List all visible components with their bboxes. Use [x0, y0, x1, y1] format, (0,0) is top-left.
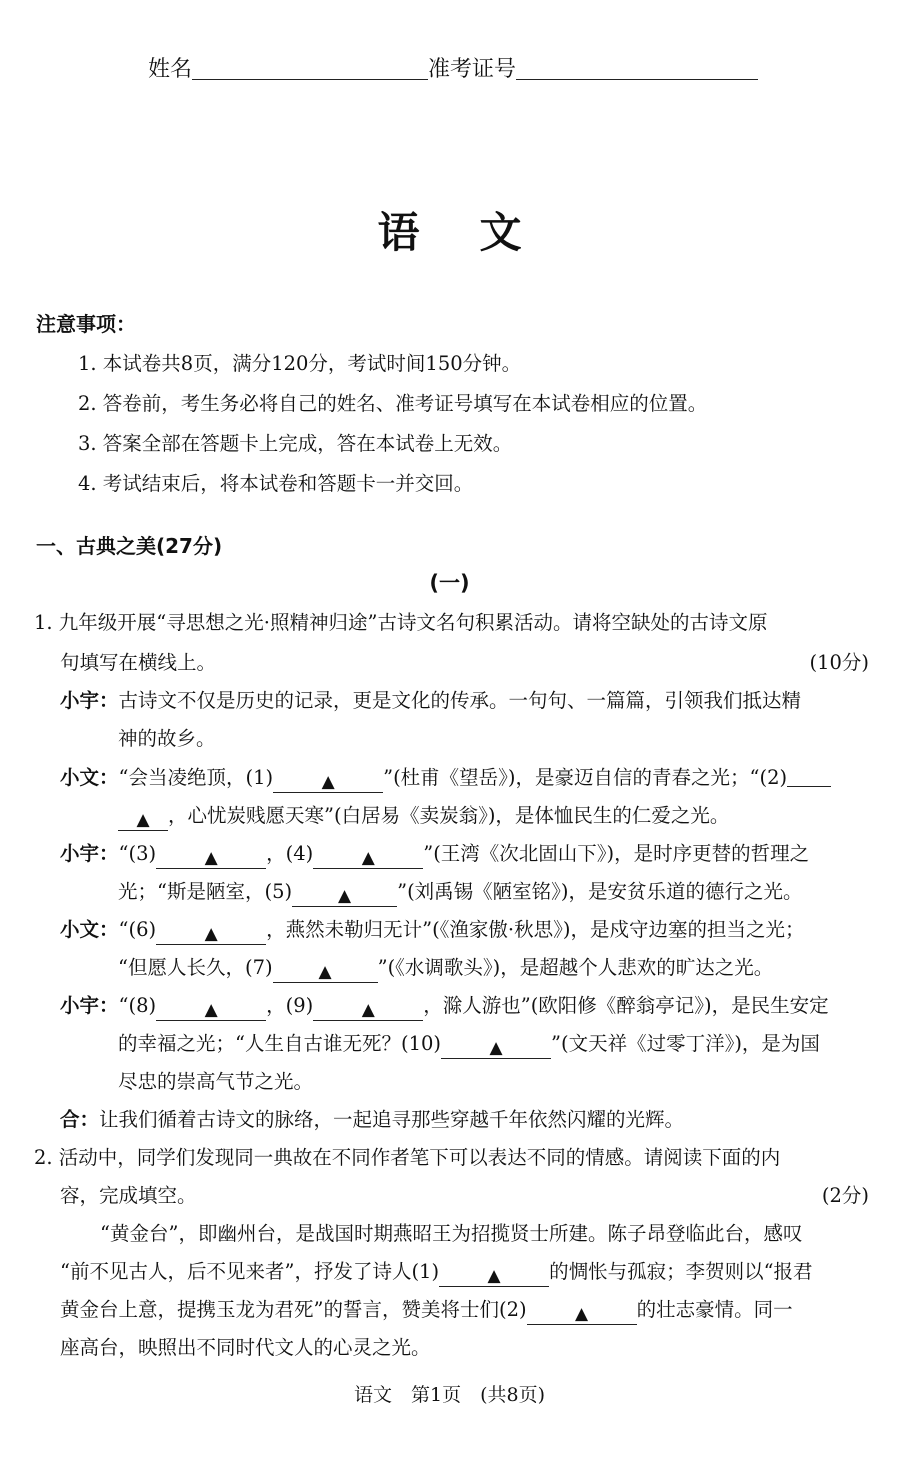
- dialogue-text: ，燕然未勒归无计”(《渔家傲·秋思》)，是戍守边塞的担当之光；: [266, 918, 805, 941]
- dialogue-text: “但愿人长久，(7): [118, 956, 273, 979]
- dialogue-text: 神的故乡。: [118, 727, 216, 750]
- dialogue-text: ”(《水调歌头》)，是超越个人悲欢的旷达之光。: [377, 956, 774, 979]
- dialogue-text: “(3): [118, 842, 157, 865]
- dialogue-text: “(8): [118, 994, 157, 1017]
- answer-blank-5[interactable]: [292, 884, 397, 907]
- page-title: 语文: [377, 208, 582, 257]
- dialogue-text: ，(9): [266, 994, 314, 1017]
- triangle-icon: ▲: [321, 772, 335, 792]
- answer-blank-4[interactable]: [313, 846, 423, 869]
- dialogue-text: ”(刘禹锡《陋室铭》)，是安贫乐道的德行之光。: [397, 880, 803, 903]
- speaker: 合：: [60, 1108, 100, 1131]
- passage-text: 的壮志豪情。同一: [636, 1298, 793, 1321]
- q2-passage: 座高台，映照出不同时代文人的心灵之光。: [60, 1336, 431, 1359]
- q2-stem-cont: 容，完成填空。: [60, 1184, 197, 1207]
- q2-answer-blank-1[interactable]: [439, 1264, 549, 1287]
- notice-item: 3. 答案全部在答题卡上完成，答在本试卷上无效。: [78, 432, 513, 455]
- dialogue-text: ，滁人游也”(欧阳修《醉翁亭记》)，是民生安定: [423, 994, 829, 1017]
- dialogue-text: ，(4): [266, 842, 314, 865]
- q1-stem-cont: 句填写在横线上。: [60, 651, 217, 674]
- dialogue-line: [60, 1104, 684, 1132]
- notice-item: 2. 答卷前，考生务必将自己的姓名、准考证号填写在本试卷相应的位置。: [78, 392, 708, 415]
- passage-text: 的惆怅与孤寂；李贺则以“报君: [549, 1260, 813, 1283]
- triangle-icon: ▲: [204, 848, 218, 868]
- triangle-icon: ▲: [361, 848, 375, 868]
- dialogue-text: “(6): [118, 918, 157, 941]
- q2-passage-line: [60, 1294, 793, 1325]
- speaker: 小文：: [60, 766, 119, 789]
- dialogue-line: [60, 685, 801, 713]
- q2-score: (2分): [821, 1184, 869, 1207]
- dialogue-text: 古诗文不仅是历史的记录，更是文化的传承。一句句、一篇篇，引领我们抵达精: [118, 689, 802, 712]
- notice-item: 1. 本试卷共8页，满分120分，考试时间150分钟。: [78, 352, 522, 375]
- answer-blank-6[interactable]: [156, 922, 266, 945]
- dialogue-text: “会当凌绝顶，(1): [118, 766, 274, 789]
- dialogue-line: [60, 762, 831, 793]
- dialogue-line: [118, 1028, 820, 1059]
- triangle-icon: ▲: [489, 1038, 503, 1058]
- answer-blank-3[interactable]: [156, 846, 266, 869]
- answer-blank-2[interactable]: [787, 764, 831, 787]
- q1-stem: 1. 九年级开展“寻思想之光·照精神归途”古诗文名句积累活动。请将空缺处的古诗文原: [34, 611, 768, 634]
- exam-id-field[interactable]: [516, 57, 758, 80]
- triangle-icon: ▲: [204, 924, 218, 944]
- passage-text: “前不见古人，后不见来者”，抒发了诗人(1): [60, 1260, 440, 1283]
- q2-stem: 2. 活动中，同学们发现同一典故在不同作者笔下可以表达不同的情感。请阅读下面的内: [34, 1146, 781, 1169]
- q2-passage-line: [60, 1256, 813, 1287]
- section-heading: 一、古典之美(27分): [36, 534, 223, 558]
- answer-blank-2-cont[interactable]: [118, 808, 168, 831]
- dialogue-text: 的幸福之光；“人生自古谁无死？(10): [118, 1032, 441, 1055]
- answer-blank-1[interactable]: [273, 770, 383, 793]
- notice-item: 4. 考试结束后，将本试卷和答题卡一并交回。: [78, 472, 474, 495]
- dialogue-line: [118, 800, 729, 831]
- dialogue-line: [60, 838, 809, 869]
- speaker: 小宇：: [60, 842, 119, 865]
- candidate-fields: [148, 52, 758, 83]
- notice-heading: 注意事项：: [36, 312, 136, 336]
- answer-blank-8[interactable]: [156, 998, 266, 1021]
- dialogue-text: ，心忧炭贱愿天寒”(白居易《卖炭翁》)，是体恤民生的仁爱之光。: [168, 804, 730, 827]
- q2-answer-blank-2[interactable]: [527, 1302, 637, 1325]
- name-label: 姓名: [148, 57, 193, 82]
- passage-text: 黄金台上意，提携玉龙为君死”的誓言，赞美将士们(2): [60, 1298, 527, 1321]
- answer-blank-7[interactable]: [273, 960, 378, 983]
- dialogue-line: [60, 914, 805, 945]
- dialogue-line: [118, 952, 773, 983]
- name-field[interactable]: [192, 57, 428, 80]
- triangle-icon: ▲: [575, 1304, 589, 1324]
- triangle-icon: ▲: [338, 886, 352, 906]
- triangle-icon: ▲: [361, 1000, 375, 1020]
- answer-blank-10[interactable]: [441, 1036, 551, 1059]
- page-footer: 语文 第1页 (共8页): [353, 1384, 545, 1406]
- dialogue-text: 尽忠的崇高气节之光。: [118, 1070, 314, 1093]
- dialogue-line: [118, 876, 803, 907]
- dialogue-line: [60, 990, 829, 1021]
- answer-blank-9[interactable]: [313, 998, 423, 1021]
- q1-score: (10分): [809, 651, 869, 674]
- dialogue-text: 光；“斯是陋室，(5): [118, 880, 293, 903]
- dialogue-text: 让我们循着古诗文的脉络，一起追寻那些穿越千年依然闪耀的光辉。: [99, 1108, 685, 1131]
- triangle-icon: ▲: [136, 810, 150, 830]
- triangle-icon: ▲: [318, 962, 332, 982]
- triangle-icon: ▲: [204, 1000, 218, 1020]
- q2-passage: “黄金台”，即幽州台，是战国时期燕昭王为招揽贤士所建。陈子昂登临此台，感叹: [100, 1222, 803, 1245]
- speaker: 小宇：: [60, 994, 119, 1017]
- exam-id-label: 准考证号: [428, 57, 517, 82]
- triangle-icon: ▲: [487, 1266, 501, 1286]
- subsection-heading: (一): [429, 571, 470, 595]
- speaker: 小宇：: [60, 689, 119, 712]
- dialogue-text: ”(文天祥《过零丁洋》)，是为国: [551, 1032, 820, 1055]
- dialogue-text: ”(王湾《次北固山下》)，是时序更替的哲理之: [423, 842, 810, 865]
- dialogue-text: ”(杜甫《望岳》)，是豪迈自信的青春之光；“(2): [383, 766, 788, 789]
- speaker: 小文：: [60, 918, 119, 941]
